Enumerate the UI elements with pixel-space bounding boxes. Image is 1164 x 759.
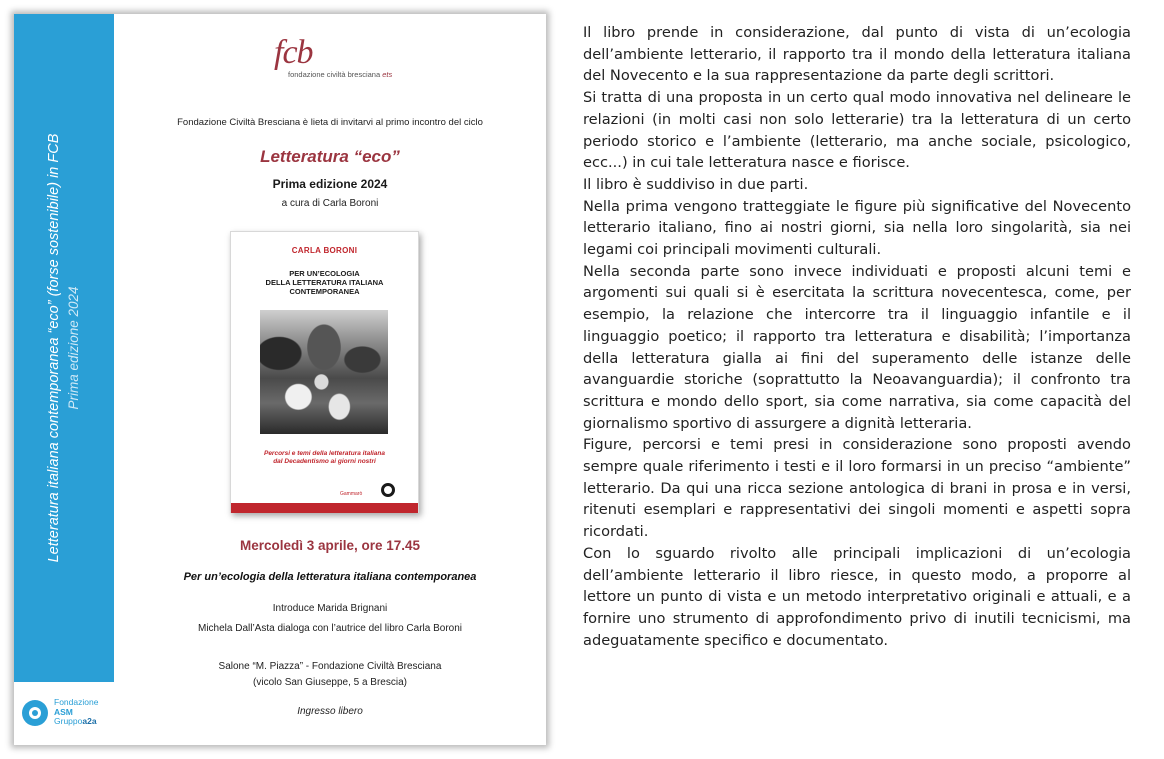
side-title: Letteratura italiana contemporanea “eco” (forse sostenibile) in FCB (46, 133, 62, 563)
event-title: Per un’ecologia della letteratura italiana contemporanea (183, 571, 477, 583)
book-title-line3: CONTEMPORANEA (289, 287, 360, 296)
entry-note: Ingresso libero (297, 706, 363, 717)
book-description (583, 22, 1131, 651)
book-red-band (231, 503, 418, 513)
book-cover-photo (260, 310, 388, 434)
book-subtitle-line1: Percorsi e temi della letteratura italiana (263, 450, 386, 457)
dialogue-line: Michela Dall’Asta dialoga con l’autrice del libro Carla Boroni (197, 623, 463, 634)
venue-address: (vicolo San Giuseppe, 5 a Brescia) (253, 677, 407, 688)
description-paragraph: Il libro è suddiviso in due parti. (583, 175, 809, 193)
side-band (14, 14, 114, 682)
poster-content (114, 14, 546, 745)
edition-label: Prima edizione 2024 (272, 177, 388, 191)
curator-label: a cura di Carla Boroni (281, 198, 379, 209)
asm-line2: ASM (54, 706, 73, 717)
book-title (231, 269, 418, 296)
fondazione-asm-logo (22, 694, 114, 740)
event-date: Mercoledì 3 aprile, ore 17.45 (239, 538, 421, 553)
side-subtitle: Prima edizione 2024 (66, 286, 81, 410)
side-vertical-text (44, 134, 84, 563)
description-paragraph: Nella seconda parte sono invece individuati e proposti alcuni temi e argomenti sui quali si è esercitata la scrittura novecentesca, come, per esempio, la relazione che intercorre tra il linguaggio infantile e il linguaggio poetico; il rapporto tra letteratura e disabilità; l’importanza della letteratura gialla ai fini del superamento delle istanze delle avanguardie storiche (soprattutto la Neoavanguardia); il confronto tra scrittura e mondo dello sport, sia come narrativa, sia come capacità del giornalismo sportivo di assurgere a dignità letteraria. (583, 262, 1131, 432)
book-subtitle (231, 450, 418, 466)
cycle-title: Letteratura “eco” (260, 147, 400, 166)
invite-line: Fondazione Civiltà Bresciana è lieta di invitarvi al primo incontro del ciclo (177, 117, 483, 128)
fcb-logo (274, 36, 434, 86)
description-paragraph: Figure, percorsi e temi presi in considerazione sono proposti avendo sempre quale riferimento i testi e il loro formarsi in un preciso “ambiente” letterario. Da qui una ricca sezione antologica di brani in prosa e in versi, ritenuti esemplari e rappresentativi dei singoli momenti e aspetti sopra ricordati. (583, 436, 1131, 541)
fcb-logo-suffix: ets (382, 70, 393, 79)
book-cover (230, 231, 419, 513)
book-title-line1: PER UN’ECOLOGIA (289, 269, 360, 278)
fcb-logo-mark: fcb (274, 34, 313, 71)
description-paragraph: Il libro prende in considerazione, dal punto di vista di un’ecologia dell’ambiente letterario, il rapporto tra il mondo della letteratura italiana del Novecento e la sua rappresentazione da parte degli scrittori. (583, 24, 1131, 85)
book-publisher: Gammarò (340, 491, 363, 497)
introducer: Introduce Marida Brignani (272, 603, 388, 614)
description-paragraph: Con lo sguardo rivolto alle principali implicazioni di un’ecologia dell’ambiente letterario il libro riesce, in questo modo, a proporre al lettore un punto di vista e un metodo interpretativo originali e attuali, e a fornire uno strumento di approfondimento privo di inutili tecnicismi, ma adeguatamente specifico e documentato. (583, 544, 1131, 649)
description-paragraph: Nella prima vengono tratteggiate le figure più significative del Novecento letterario italiano, fino ai nostri giorni, sia nella loro singolarità, sia nei legami coi principali movimenti culturali. (583, 197, 1131, 259)
asm-line3: Gruppo (54, 716, 83, 726)
fcb-logo-name: fondazione civiltà bresciana (288, 70, 381, 79)
event-poster (14, 14, 546, 745)
description-paragraph: Si tratta di una proposta in un certo qual modo innovativa nel delineare le relazioni (in molti casi non solo letterarie) tra la letteratura di un certo periodo storico e l’ambiente (letterario, ma anche sociale, psicologico, ecc...) in cui tale letteratura nasce e fiorisce. (583, 89, 1131, 172)
book-subtitle-line2: dal Decadentismo ai giorni nostri (273, 458, 376, 465)
asm-a2a: a2a (82, 716, 97, 726)
book-title-line2: DELLA LETTERATURA ITALIANA (265, 278, 384, 287)
book-author: CARLA BORONI (291, 246, 358, 255)
asm-line1: Fondazione (54, 697, 99, 707)
publisher-logo-icon (381, 483, 395, 497)
venue: Salone “M. Piazza” - Fondazione Civiltà Bresciana (218, 661, 442, 672)
asm-circle-icon (22, 700, 48, 726)
